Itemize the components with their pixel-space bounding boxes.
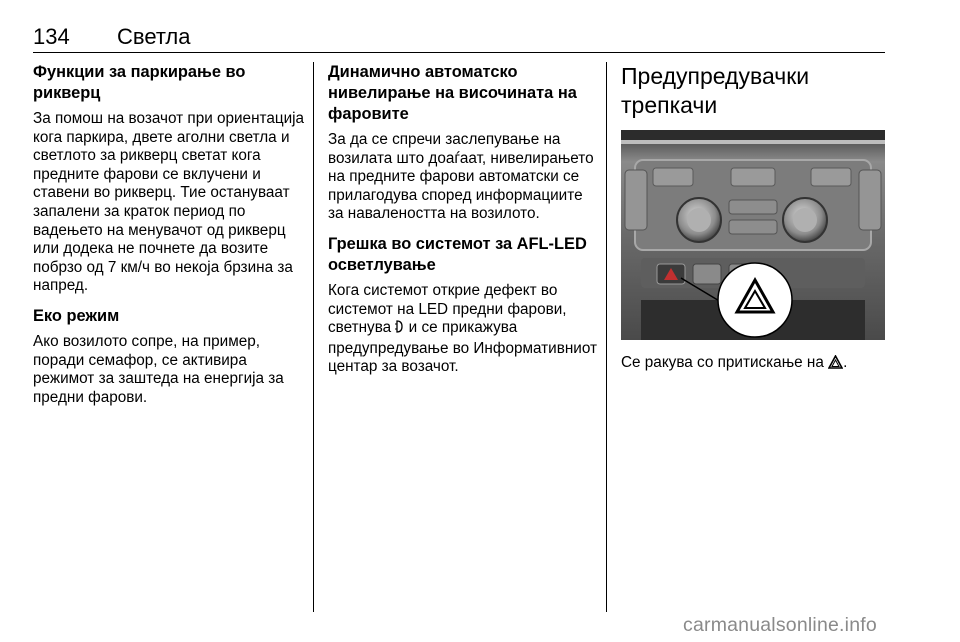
headlight-fault-icon: [395, 319, 404, 340]
column-divider: [606, 62, 607, 612]
caption-text: Се ракува со притискање на: [621, 354, 824, 371]
hazard-triangle-icon: [828, 355, 843, 375]
paragraph-leveling: За да се спречи заслепување на возилата што доаѓаат, нивелирањето на предните фарови автоматски се прилагодува според информациите за навалеността на возилото.: [328, 131, 594, 223]
section-title-hazard: Предупредувачки трепкачи: [621, 63, 810, 118]
dashboard-photo: [621, 130, 885, 340]
watermark: carmanualsonline.info: [683, 614, 877, 636]
column-1: [33, 62, 305, 417]
hazard-caption: [621, 354, 887, 375]
caption-text: .: [843, 354, 848, 371]
chapter-title: Светла: [117, 24, 191, 49]
paragraph-text: и се прикажува предупредување во Информативниот центар за возачот.: [328, 319, 598, 376]
section-heading-parking: Функции за паркирање во рикверц: [33, 63, 246, 102]
column-divider: [313, 62, 314, 612]
paragraph-eco: Ако возилото сопре, на пример, поради семафор, се активира режимот за заштеда на енергија за предни фарови.: [33, 332, 284, 406]
paragraph-parking: За помош на возачот при ориентација кога паркира, двете аголни светла и светлото за рикверц светат кога предните фарови се вклучени и ставени во рикверц. Тие остануваат запалени за краток период по вадењето на менувачот од рикверц или додека не почнете да возите побрзо од 7 км/ч во некоја брзина за напред.: [33, 110, 305, 295]
page-header: [33, 22, 885, 53]
section-heading-eco: Еко режим: [33, 306, 120, 325]
paragraph-text: Кога системот открие дефект во системот на LED предни фарови, светнува: [328, 281, 567, 337]
column-2: [328, 62, 600, 387]
section-heading-leveling: Динамично автоматско нивелирање на височината на фаровите: [328, 63, 577, 123]
column-3: [621, 62, 887, 385]
paragraph-afl-fault: [328, 282, 600, 377]
page-number: 134: [33, 24, 70, 49]
section-heading-afl-fault: Грешка во системот за AFL-LED осветлување: [328, 234, 587, 274]
